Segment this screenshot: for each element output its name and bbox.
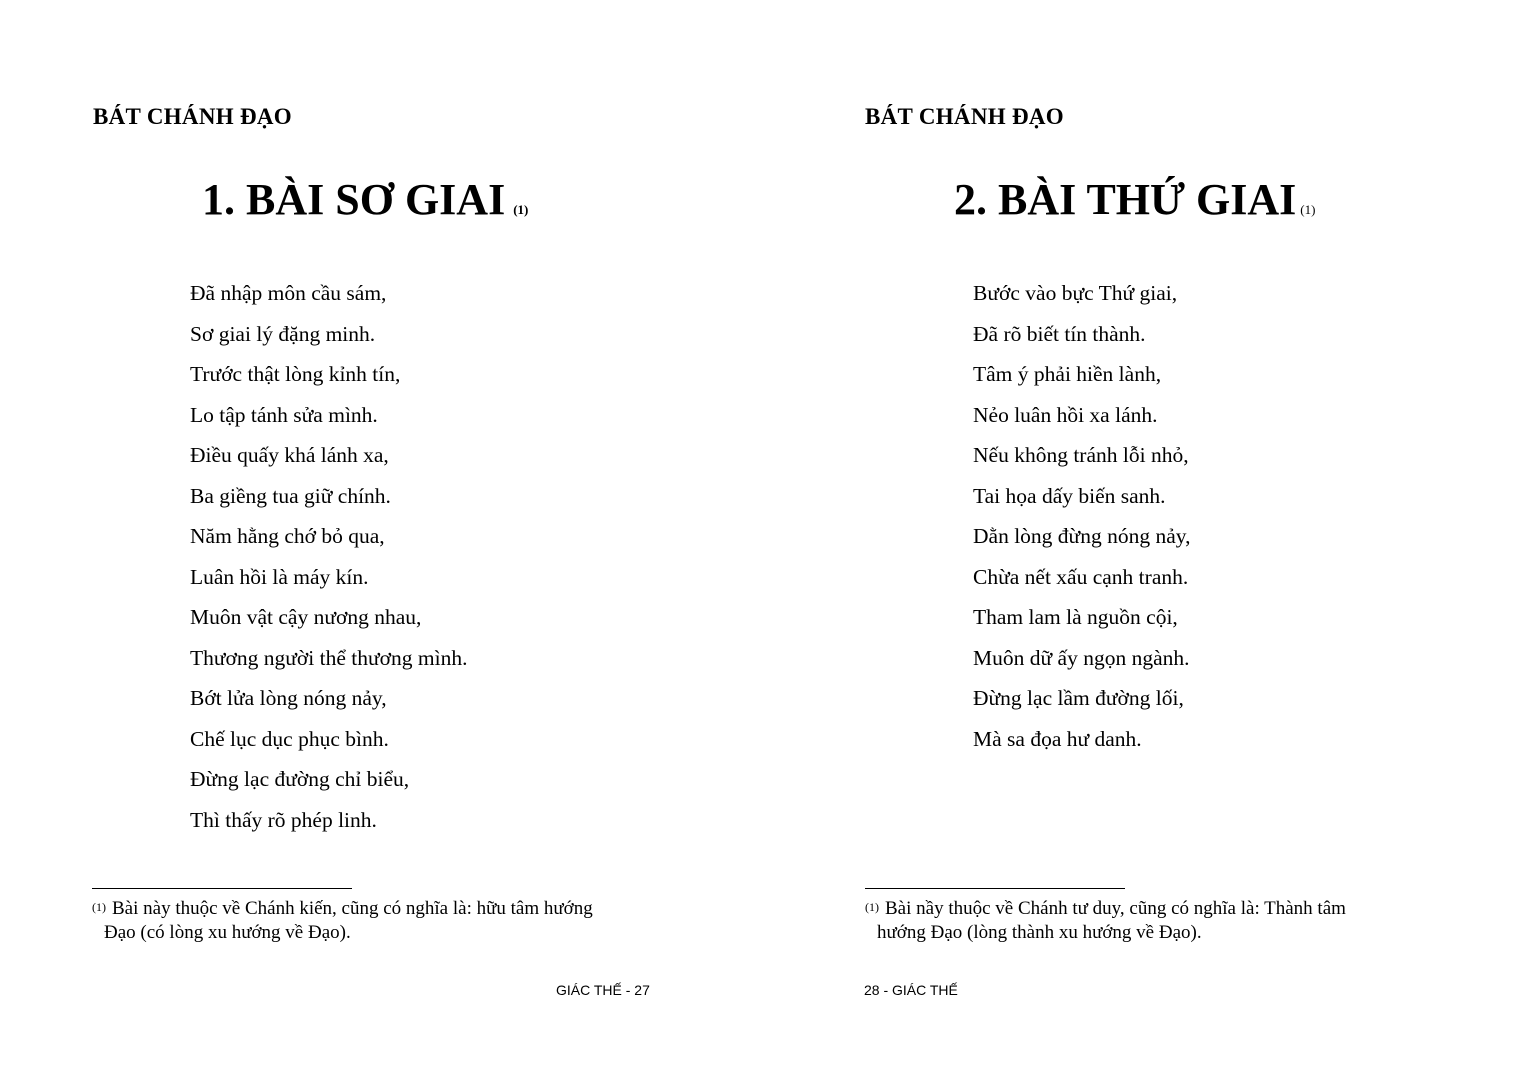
poem-line: Chế lục dục phục bình. (190, 726, 389, 751)
footnote-mark: (1) (865, 900, 879, 914)
poem-title-text: 1. BÀI SƠ GIAI (202, 175, 506, 224)
poem-line: Thì thấy rõ phép linh. (190, 807, 377, 832)
poem-line: Năm hằng chớ bỏ qua, (190, 524, 385, 548)
poem-title (954, 174, 1315, 225)
footnote-text: Bài này thuộc về Chánh kiến, cũng có nghĩa là: hữu tâm hướng (112, 898, 593, 919)
footnote-text: Bài nầy thuộc về Chánh tư duy, cũng có nghĩa là: Thành tâm (885, 898, 1346, 919)
poem-line: Bước vào bực Thứ giai, (973, 281, 1178, 305)
poem-line: Muôn dữ ấy ngọn ngành. (973, 645, 1190, 670)
section-header: BÁT CHÁNH ĐẠO (93, 104, 292, 129)
footnote-second-line: Đạo (có lòng xu hướng về Đạo). (104, 922, 351, 943)
poem-line: Tai họa dấy biến sanh. (973, 483, 1166, 508)
page-number: GIÁC THẾ - 27 (556, 982, 650, 998)
poem-line: Đừng lạc lầm đường lối, (973, 686, 1184, 710)
poem-line: Sơ giai lý đặng minh. (190, 321, 376, 346)
poem-line: Nếu không tránh lỗi nhỏ, (973, 443, 1189, 467)
poem-line: Điều quấy khá lánh xa, (190, 443, 389, 467)
poem-line: Đừng lạc đường chỉ biểu, (190, 767, 410, 791)
poem-line: Trước thật lòng kỉnh tín, (190, 362, 401, 386)
poem-line: Đã rõ biết tín thành. (973, 321, 1146, 346)
poem-line: Luân hồi là máy kín. (190, 564, 369, 589)
poem-line: Nẻo luân hồi xa lánh. (973, 402, 1158, 427)
footnote-mark: (1) (92, 900, 106, 914)
poem-title-text: 2. BÀI THỨ GIAI (954, 175, 1297, 224)
footnote-second-line: hướng Đạo (lòng thành xu hướng về Đạo). (877, 922, 1202, 943)
poem-line: Lo tập tánh sửa mình. (190, 402, 378, 427)
page-number: 28 - GIÁC THẾ (864, 982, 958, 998)
poem-line: Ba giềng tua giữ chính. (190, 483, 391, 508)
poem-line: Dằn lòng đừng nóng nảy, (973, 524, 1191, 548)
poem-body (190, 273, 467, 840)
poem-line: Thương người thể thương mình. (190, 645, 468, 670)
footnote-first-line (865, 897, 1427, 921)
poem-line: Muôn vật cậy nương nhau, (190, 605, 422, 629)
poem-line: Bớt lửa lòng nóng nảy, (190, 686, 387, 710)
poem-line: Chừa nết xấu cạnh tranh. (973, 564, 1189, 589)
footnote-divider (92, 888, 352, 889)
footnote-reference: (1) (1300, 202, 1316, 217)
footnote-reference: (1) (513, 202, 529, 217)
right-page (760, 0, 1520, 1076)
poem-line: Tham lam là nguồn cội, (973, 605, 1178, 629)
footnote-first-line (92, 897, 655, 921)
poem-body (973, 273, 1190, 759)
footnote (92, 897, 655, 945)
footnote (865, 897, 1427, 945)
poem-title (202, 174, 528, 225)
footnote-divider (865, 888, 1125, 889)
poem-line: Mà sa đọa hư danh. (973, 726, 1142, 751)
section-header: BÁT CHÁNH ĐẠO (865, 104, 1064, 129)
poem-line: Tâm ý phải hiền lành, (973, 362, 1162, 386)
poem-line: Đã nhập môn cầu sám, (190, 281, 387, 305)
